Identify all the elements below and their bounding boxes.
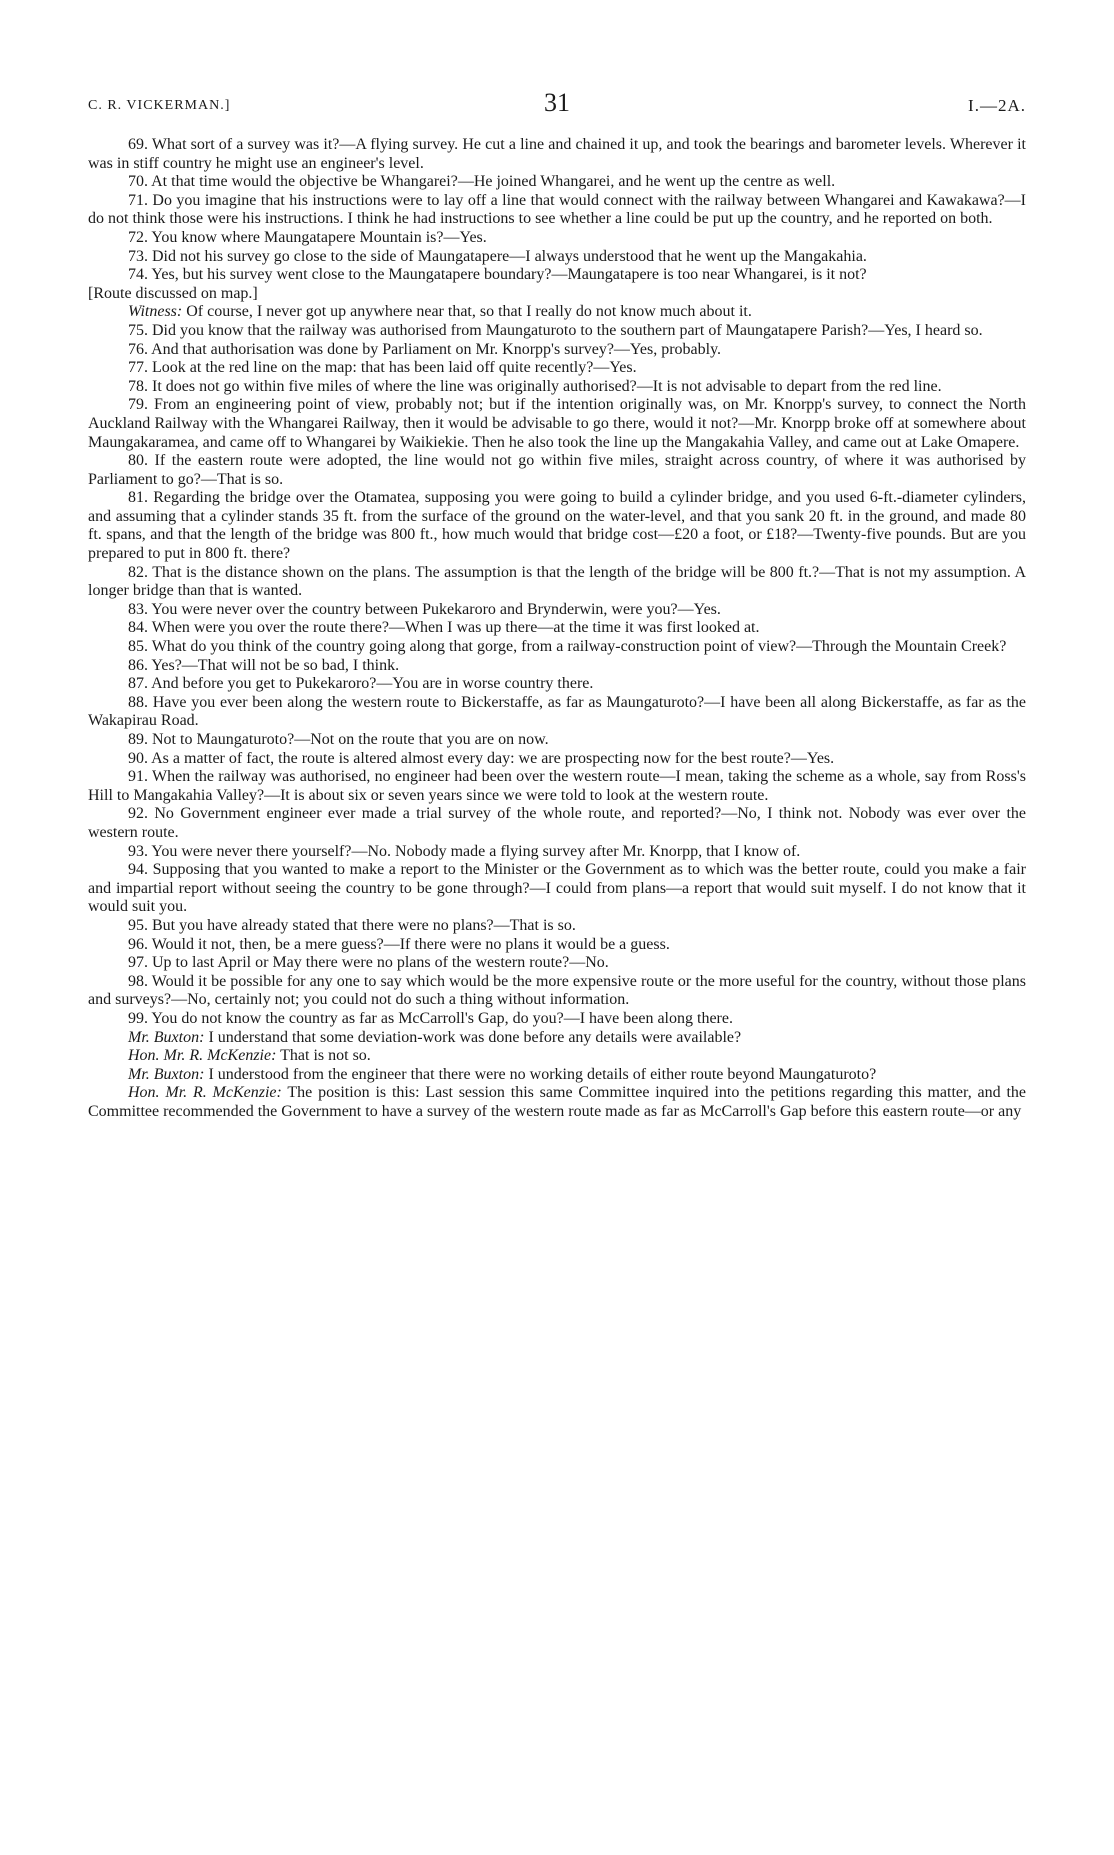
speaker-paragraph [88, 1047, 1026, 1066]
paragraph-text: 90. As a matter of fact, the route is altered almost every day: we are prospecting now for the best route?—Yes. [128, 749, 835, 767]
paragraph-text: 99. You do not know the country as far as McCarroll's Gap, do you?—I have been along there. [128, 1009, 733, 1027]
question-answer-paragraph [88, 954, 1026, 973]
speaker-paragraph [88, 303, 1026, 322]
speaker-name: Mr. Buxton: [128, 1065, 205, 1083]
question-answer-paragraph [88, 452, 1026, 489]
speaker-paragraph [88, 1029, 1026, 1048]
witness-name-header: C. R. VICKERMAN.] [88, 98, 231, 113]
paragraph-text: 71. Do you imagine that his instructions were to lay off a line that would connect with the railway between Whangarei and Kawakawa?—I do not think those were his instructions. I think he had instructions to see whether a line could be put up the country, and he reported on both. [88, 191, 1026, 228]
question-answer-paragraph [88, 936, 1026, 955]
paragraph-text: I understood from the engineer that there were no working details of either route beyond Maungaturoto? [204, 1065, 877, 1083]
paragraph-text: 70. At that time would the objective be Whangarei?—He joined Whangarei, and he went up the centre as well. [128, 173, 836, 191]
paragraph-text: 77. Look at the red line on the map: that has been laid off quite recently?—Yes. [128, 359, 637, 377]
question-answer-paragraph [88, 973, 1026, 1010]
question-answer-paragraph [88, 1010, 1026, 1029]
question-answer-paragraph [88, 843, 1026, 862]
question-answer-paragraph [88, 768, 1026, 805]
paragraph-text: Of course, I never got up anywhere near that, so that I really do not know much about it. [182, 303, 752, 321]
paragraph-text: 96. Would it not, then, be a mere guess?—If there were no plans it would be a guess. [128, 935, 670, 953]
paragraph-text: 86. Yes?—That will not be so bad, I think. [128, 656, 400, 674]
question-answer-paragraph [88, 619, 1026, 638]
paragraph-text: 84. When were you over the route there?—When I was up there—at the time it was first looked at. [128, 619, 760, 637]
speaker-name: Hon. Mr. R. McKenzie: [128, 1084, 282, 1102]
question-answer-paragraph [88, 229, 1026, 248]
speaker-name: Witness: [128, 303, 183, 321]
paragraph-text: 76. And that authorisation was done by Parliament on Mr. Knorpp's survey?—Yes, probably. [128, 340, 722, 358]
paragraph-text: [Route discussed on map.] [88, 284, 258, 302]
question-answer-paragraph [88, 378, 1026, 397]
speaker-paragraph [88, 1066, 1026, 1085]
question-answer-paragraph [88, 341, 1026, 360]
speaker-name: Mr. Buxton: [128, 1028, 205, 1046]
question-answer-paragraph [88, 564, 1026, 601]
paragraph-text: 72. You know where Maungatapere Mountain is?—Yes. [128, 228, 487, 246]
question-answer-paragraph [88, 322, 1026, 341]
question-answer-paragraph [88, 248, 1026, 267]
question-answer-paragraph [88, 359, 1026, 378]
paragraph-text: 69. What sort of a survey was it?—A flying survey. He cut a line and chained it up, and took the bearings and barometer levels. Wherever it was in stiff country he might use an engineer's level. [88, 136, 1026, 172]
paragraph-text: The position is this: Last session this same Committee inquired into the petitions regarding this matter, and the Committee recommended the Government to have a survey of the western route made as far as McCarroll's Gap before this eastern route—or any [88, 1084, 1026, 1120]
paragraph-text: 83. You were never over the country between Pukekaroro and Brynderwin, were you?—Yes. [128, 600, 721, 618]
paragraph-text: 75. Did you know that the railway was authorised from Maungaturoto to the southern part of Maungatapere Parish?—Yes, I heard so. [128, 321, 983, 339]
paragraph-text: 80. If the eastern route were adopted, the line would not go within five miles, straight across country, of where it was authorised by Parliament to go?—That is so. [88, 452, 1026, 488]
paragraph-text: 79. From an engineering point of view, probably not; but if the intention originally was, on Mr. Knorpp's survey, to connect the North Auckland Railway with the Whangarei Railway, then it would be advisable to go there, would it not?—Mr. Knorpp broke off at somewhere about Maungakaramea, and came off to Whangarei by Waikiekie. Then he also took the line up the Mangakahia Valley, and came out at Lake Omapere. [88, 396, 1026, 451]
paragraph-text: 92. No Government engineer ever made a trial survey of the whole route, and reported?—No, I think not. Nobody was ever over the western route. [88, 805, 1026, 841]
testimony-body [88, 136, 1026, 1121]
document-reference: I.—2A. [968, 96, 1026, 115]
page-number: 31 [544, 88, 570, 117]
question-answer-paragraph [88, 805, 1026, 842]
document-page [88, 88, 1026, 1121]
question-answer-paragraph [88, 173, 1026, 192]
question-answer-paragraph [88, 750, 1026, 769]
question-answer-paragraph [88, 136, 1026, 173]
paragraph-text: That is not so. [276, 1047, 371, 1065]
paragraph-text: 98. Would it be possible for any one to say which would be the more expensive route or the more useful for the country, without those plans and surveys?—No, certainly not; you could not do such a thing without information. [88, 972, 1026, 1009]
paragraph-text: 73. Did not his survey go close to the side of Maungatapere—I always understood that he went up the Mangakahia. [128, 247, 867, 265]
question-answer-paragraph [88, 489, 1026, 563]
paragraph-text: 88. Have you ever been along the western route to Bickerstaffe, as far as Maungaturoto?—I have been all along Bickerstaffe, as far as the Wakapirau Road. [88, 693, 1026, 730]
question-answer-paragraph [88, 694, 1026, 731]
paragraph-text: 91. When the railway was authorised, no engineer had been over the western route—I mean, taking the scheme as a whole, say from Ross's Hill to Mangakahia Valley?—It is about six or seven years since we were told to look at the western route. [88, 768, 1026, 804]
question-answer-paragraph [88, 192, 1026, 229]
paragraph-text: 85. What do you think of the country going along that gorge, from a railway-construction point of view?—Through the Mountain Creek? [128, 638, 1007, 656]
page-header [88, 88, 1026, 128]
speaker-name: Hon. Mr. R. McKenzie: [128, 1047, 277, 1065]
question-answer-paragraph [88, 638, 1026, 657]
stage-note [88, 285, 1026, 304]
paragraph-text: 81. Regarding the bridge over the Otamatea, supposing you were going to build a cylinder bridge, and you used 6-ft.-diameter cylinders, and assuming that a cylinder stands 35 ft. from the surface of the ground on the water-level, and that you sank 20 ft. in the ground, and made 80 ft. spans, and that the length of the bridge was 800 ft., how much would that bridge cost—£20 a foot, or £18?—Twenty-five pounds. But are you prepared to put in 800 ft. there? [88, 489, 1026, 563]
paragraph-text: 82. That is the distance shown on the plans. The assumption is that the length of the bridge will be 800 ft.?—That is not my assumption. A longer bridge than that is wanted. [88, 563, 1026, 600]
paragraph-text: 95. But you have already stated that there were no plans?—That is so. [128, 916, 576, 934]
question-answer-paragraph [88, 657, 1026, 676]
question-answer-paragraph [88, 861, 1026, 917]
paragraph-text: 94. Supposing that you wanted to make a report to the Minister or the Government as to which was the better route, could you make a fair and impartial report without seeing the country to be gone through?—I could from plans—a report that would suit myself. I do not know that it would suit you. [88, 861, 1026, 916]
question-answer-paragraph [88, 675, 1026, 694]
paragraph-text: 74. Yes, but his survey went close to the Maungatapere boundary?—Maungatapere is too near Whangarei, is it not? [128, 266, 867, 284]
paragraph-text: 78. It does not go within five miles of where the line was originally authorised?—It is not advisable to depart from the red line. [128, 377, 942, 395]
paragraph-text: 89. Not to Maungaturoto?—Not on the route that you are on now. [128, 731, 549, 748]
question-answer-paragraph [88, 266, 1026, 285]
question-answer-paragraph [88, 396, 1026, 452]
paragraph-text: 97. Up to last April or May there were no plans of the western route?—No. [128, 954, 609, 972]
speaker-paragraph [88, 1084, 1026, 1121]
paragraph-text: I understand that some deviation-work was done before any details were available? [204, 1028, 742, 1046]
paragraph-text: 93. You were never there yourself?—No. Nobody made a flying survey after Mr. Knorpp, that I know of. [128, 842, 801, 860]
paragraph-text: 87. And before you get to Pukekaroro?—You are in worse country there. [128, 675, 594, 693]
question-answer-paragraph [88, 731, 1026, 750]
question-answer-paragraph [88, 917, 1026, 936]
question-answer-paragraph [88, 601, 1026, 620]
